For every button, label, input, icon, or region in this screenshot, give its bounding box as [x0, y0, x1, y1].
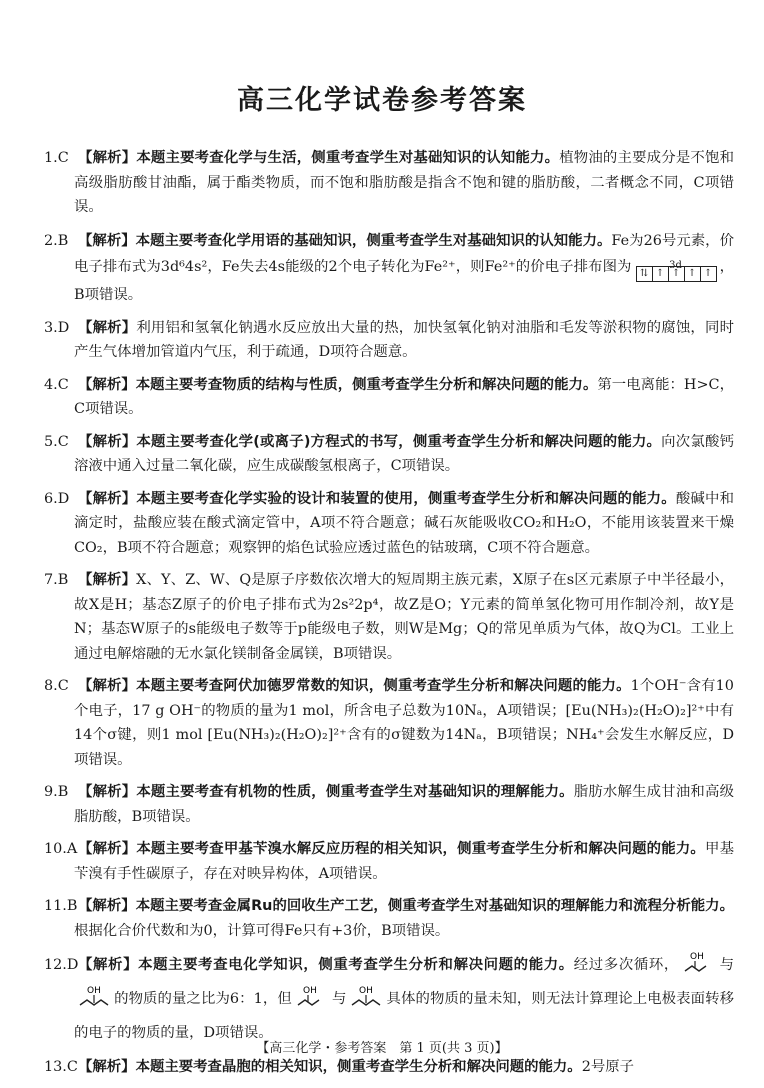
orbital-diagram — [636, 259, 716, 282]
orbital-box: ↑ — [700, 266, 717, 282]
analysis-tag: 【解析】 — [78, 783, 137, 800]
answer-number: 9.B — [44, 784, 69, 800]
answer-item-13 — [44, 1055, 734, 1080]
analysis-text: 向次氯酸钙溶液中通入过量二氧化碳，应生成碳酸氢根离子，C项错误。 — [74, 433, 734, 474]
analysis-tag: 【解析】 — [78, 318, 137, 336]
orbital-label: 3d — [669, 259, 682, 271]
analysis-text: 根据化合价代数和为0，计算可得Fe只有+3价，B项错误。 — [74, 922, 450, 939]
oh-label: OH — [87, 986, 101, 996]
answer-item-11 — [44, 894, 734, 943]
answer-item-5 — [44, 430, 734, 479]
analysis-lead: 本题主要考查金属Ru的回收生产工艺，侧重考查学生对基础知识的理解能力和流程分析能力。 — [135, 898, 734, 914]
analysis-text: 植物油的主要成分是不饱和高级脂肪酸甘油酯，属于酯类物质，而不饱和脂肪酸是指含不饱和键的脂肪酸，二者概念不同，C项错误。 — [74, 150, 734, 215]
answer-item-9 — [44, 780, 734, 829]
oh-label: OH — [689, 952, 704, 962]
answer-number: 8.C — [44, 678, 69, 694]
analysis-lead: 本题主要考查化学(或离子)方程式的书写，侧重考查学生分析和解决问题的能力。 — [136, 433, 662, 450]
molecule-structure-icon — [349, 985, 383, 1019]
answer-item-7 — [44, 568, 734, 666]
analysis-text: 脂肪水解生成甘油和高级脂肪酸，B项错误。 — [74, 784, 734, 825]
analysis-text: 甲基苄溴有手性碳原子，存在对映异构体，A项错误。 — [74, 841, 734, 882]
analysis-text: Fe为26号元素，价电子排布式为3d⁶4s²，Fe失去4s能级的2个电子转化为Fe²⁺，则Fe²⁺的价电子排布图为 — [74, 232, 734, 275]
analysis-text-end: 具体的物质的量未知，则无法计算理论上电极表面转移的电子的物质的量，D项错误。 — [74, 991, 734, 1041]
answer-number: 10.A — [44, 841, 78, 857]
analysis-text-mid: 的物质的量之比为6：1，但 — [114, 991, 292, 1007]
molecule-structure-icon — [682, 951, 716, 985]
analysis-text: 第一电离能：H>C，C项错误。 — [74, 376, 734, 417]
analysis-tag: 【解析】 — [78, 231, 136, 249]
answer-item-8 — [44, 674, 734, 772]
analysis-tag: 【解析】 — [78, 432, 137, 450]
analysis-lead: 本题主要考查晶胞的相关知识，侧重考查学生分析和解决问题的能力。 — [135, 1059, 582, 1075]
answer-number: 12.D — [44, 957, 79, 973]
answer-item-10 — [44, 837, 734, 886]
analysis-tag: 【解析】 — [78, 677, 137, 694]
analysis-text: 2号原子 — [581, 1059, 635, 1075]
answer-item-2 — [44, 228, 734, 308]
answer-list — [44, 146, 734, 1088]
analysis-lead: 本题主要考查化学实验的设计和装置的使用，侧重考查学生分析和解决问题的能力。 — [136, 490, 676, 507]
orbital-box: ⇅ — [636, 266, 653, 282]
analysis-tag: 【解析】 — [78, 840, 137, 857]
orbital-box: ↑ — [652, 266, 669, 282]
analysis-tag: 【解析】 — [78, 1058, 136, 1075]
analysis-tag: 【解析】 — [78, 571, 137, 588]
answer-item-1 — [44, 146, 734, 220]
analysis-text: 经过多次循环， — [573, 957, 679, 973]
analysis-lead: 本题主要考查有机物的性质，侧重考查学生对基础知识的理解能力。 — [136, 784, 574, 800]
and-text: 与 — [331, 991, 347, 1007]
analysis-tag: 【解析】 — [78, 897, 136, 914]
answer-number: 2.B — [44, 232, 69, 249]
analysis-tag: 【解析】 — [78, 149, 137, 166]
analysis-lead: 本题主要考查物质的结构与性质，侧重考查学生分析和解决问题的能力。 — [135, 376, 598, 393]
analysis-text: 1个OH⁻含有10个电子，17 g OH⁻的物质的量为1 mol，所含电子总数为10Nₐ，A项错误；[Eu(NH₃)₂(H₂O)₂]²⁺中有14个σ键，则1 mol [Eu(NH₃)₂(H₂O)₂]²⁺含有的σ键数为14Nₐ，B项错误；NH₄⁺会发生水解反应，D项错误。 — [74, 678, 734, 768]
analysis-tag: 【解析】 — [78, 489, 137, 507]
oh-label: OH — [359, 986, 374, 996]
page-title: 高三化学试卷参考答案 — [237, 85, 527, 116]
analysis-lead: 本题主要考查化学与生活，侧重考查学生对基础知识的认知能力。 — [136, 150, 560, 166]
orbital-box: ↑ — [668, 266, 685, 282]
and-text: 与 — [718, 957, 734, 973]
answer-item-4 — [44, 373, 734, 422]
answer-item-6 — [44, 487, 734, 561]
oh-label: OH — [302, 986, 317, 996]
analysis-text-end: ，B项错误。 — [74, 258, 734, 303]
molecule-structure-icon — [295, 985, 329, 1019]
analysis-text: X、Y、Z、W、Q是原子序数依次增大的短周期主族元素，X原子在s区元素原子中半径最小，故X是H；基态Z原子的价电子排布式为2s²2p⁴，故Z是O；Y元素的简单氢化物可用作制冷剂，故Y是N；基态W原子的s能级电子数等于p能级电子数，则W是Mg；Q的常见单质为气体，故Q为Cl。工业上通过电解熔融的无水氯化镁制备金属镁，B项错误。 — [74, 572, 734, 662]
answer-number: 4.C — [44, 376, 69, 393]
answer-number: 1.C — [44, 150, 69, 166]
answer-number: 5.C — [44, 433, 69, 450]
analysis-text: 酸碱中和滴定时，盐酸应装在酸式滴定管中，A项不符合题意；碱石灰能吸收CO₂和H₂O，不能用该装置来干燥CO₂，B项不符合题意；观察钾的焰色试验应透过蓝色的钴玻璃，C项不符合题意。 — [74, 490, 734, 556]
molecule-structure-icon — [77, 985, 111, 1019]
analysis-lead: 本题主要考查化学用语的基础知识，侧重考查学生对基础知识的认知能力。 — [135, 232, 612, 249]
analysis-lead: 本题主要考查阿伏加德罗常数的知识，侧重考查学生分析和解决问题的能力。 — [136, 678, 631, 694]
analysis-tag: 【解析】 — [78, 375, 136, 393]
analysis-tag: 【解析】 — [78, 956, 139, 973]
answer-item-3 — [44, 316, 734, 365]
analysis-lead: 本题主要考查甲基苄溴水解反应历程的相关知识，侧重考查学生分析和解决问题的能力。 — [136, 841, 705, 857]
page-footer: 【高三化学・参考答案 第 1 页(共 3 页)】 — [256, 1041, 508, 1056]
answer-number: 6.D — [44, 490, 70, 507]
answer-number: 13.C — [44, 1059, 78, 1075]
analysis-lead: 本题主要考查电化学知识，侧重考查学生分析和解决问题的能力。 — [138, 957, 574, 973]
analysis-text: 利用铝和氢氧化钠遇水反应放出大量的热，加快氢氧化钠对油脂和毛发等淤积物的腐蚀，同时产生气体增加管道内气压，利于疏通，D项符合题意。 — [74, 319, 734, 360]
answer-number: 11.B — [44, 898, 78, 914]
orbital-box: ↑ — [684, 266, 701, 282]
answer-number: 7.B — [44, 572, 69, 588]
answer-number: 3.D — [44, 319, 70, 336]
answer-item-12 — [44, 951, 734, 1047]
